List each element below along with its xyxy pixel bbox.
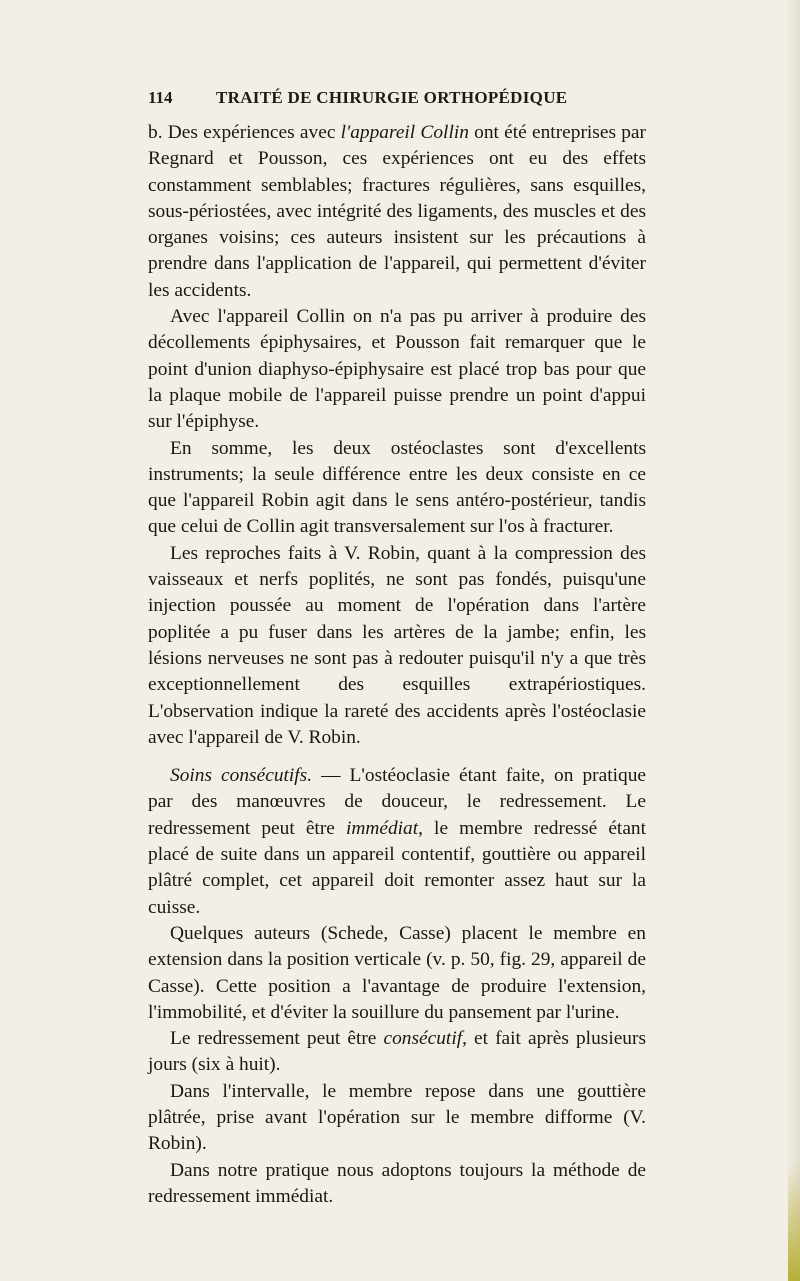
text-run: , et fait après plusieurs jours (six à huit). xyxy=(148,1028,647,1076)
running-title: TRAITÉ DE CHIRURGIE ORTHOPÉDIQUE xyxy=(216,88,568,107)
text-run: Le redressement peut être xyxy=(170,1028,384,1050)
paragraph xyxy=(148,763,646,921)
paragraph xyxy=(148,1158,646,1211)
text-run: , le membre redressé étant placé de suite dans un appareil contentif, gouttière ou appareil plâtré complet, cet appareil doit remonter assez haut sur la cuisse. xyxy=(148,817,647,918)
paragraph xyxy=(148,1026,646,1079)
text-run: En somme, les deux ostéoclastes sont d'excellents instruments; la seule différence entre les deux consiste en ce que l'appareil Robin agit dans le sens antéro-postérieur, tandis que celui de Collin agit transversalement sur l'os à fracturer. xyxy=(148,437,646,538)
text-run: ont été entreprises par Regnard et Pousson, ces expériences ont eu des effets constamment semblables; fractures régulières, sans esquilles, sous-périostées, avec intégrité des ligaments, des muscles et des organes voisins; ces auteurs insistent sur les précautions à prendre dans l'application de l'appareil, qui permettent d'éviter les accidents. xyxy=(148,122,646,301)
paragraph xyxy=(148,541,646,751)
italic-text: consécutif xyxy=(383,1028,463,1050)
italic-text: immédiat xyxy=(345,817,419,839)
paragraph xyxy=(148,436,646,541)
text-run: b. Des expériences avec xyxy=(148,122,341,143)
text-run: Avec l'appareil Collin on n'a pas pu arriver à produire des décollements épiphysaires, et Pousson fait remarquer que le point d'union diaphyso-épiphysaire est placé trop bas pour que la plaque mobile de l'appareil puisse prendre un point d'appui sur l'épiphyse. xyxy=(148,306,646,433)
text-run: — L'ostéoclasie étant faite, on pratique par des manœuvres de douceur, le redressement. Le redressement peut être xyxy=(148,765,646,839)
paragraph xyxy=(148,1079,646,1158)
page-corner-stain xyxy=(788,1161,800,1281)
body-text xyxy=(148,120,646,1210)
text-run: Les reproches faits à V. Robin, quant à la compression des vaisseaux et nerfs poplités, ne sont pas fondés, puisqu'une injection poussée au moment de l'opération dans l'artère poplitée a pu fuser dans les artères de la jambe; enfin, les lésions nerveuses ne sont pas à redouter puisqu'il n'y a que très exceptionnellement des esquilles extrapériostiques. L'observation indique la rareté des accidents après l'ostéoclasie avec l'appareil de V. Robin. xyxy=(148,542,646,748)
text-run: Quelques auteurs (Schede, Casse) placent le membre en extension dans la position verticale (v. p. 50, fig. 29, appareil de Casse). Cette position a l'avantage de produire l'extension, l'immobilité, et d'éviter la souillure du pansement par l'urine. xyxy=(148,922,646,1023)
paragraph xyxy=(148,120,646,304)
page-number: 114 xyxy=(148,88,173,107)
paragraph xyxy=(148,304,646,435)
page-edge-shadow xyxy=(786,0,800,1281)
text-run: Dans l'intervalle, le membre repose dans une gouttière plâtrée, prise avant l'opération sur le membre difforme (V. Robin). xyxy=(148,1080,646,1155)
text-run: Dans notre pratique nous adoptons toujours la méthode de redressement immédiat. xyxy=(148,1159,646,1207)
italic-text: Soins consécutifs. xyxy=(170,765,313,787)
paragraph xyxy=(148,921,646,1026)
page-header xyxy=(148,88,644,116)
italic-text: l'appareil Collin xyxy=(340,122,469,143)
